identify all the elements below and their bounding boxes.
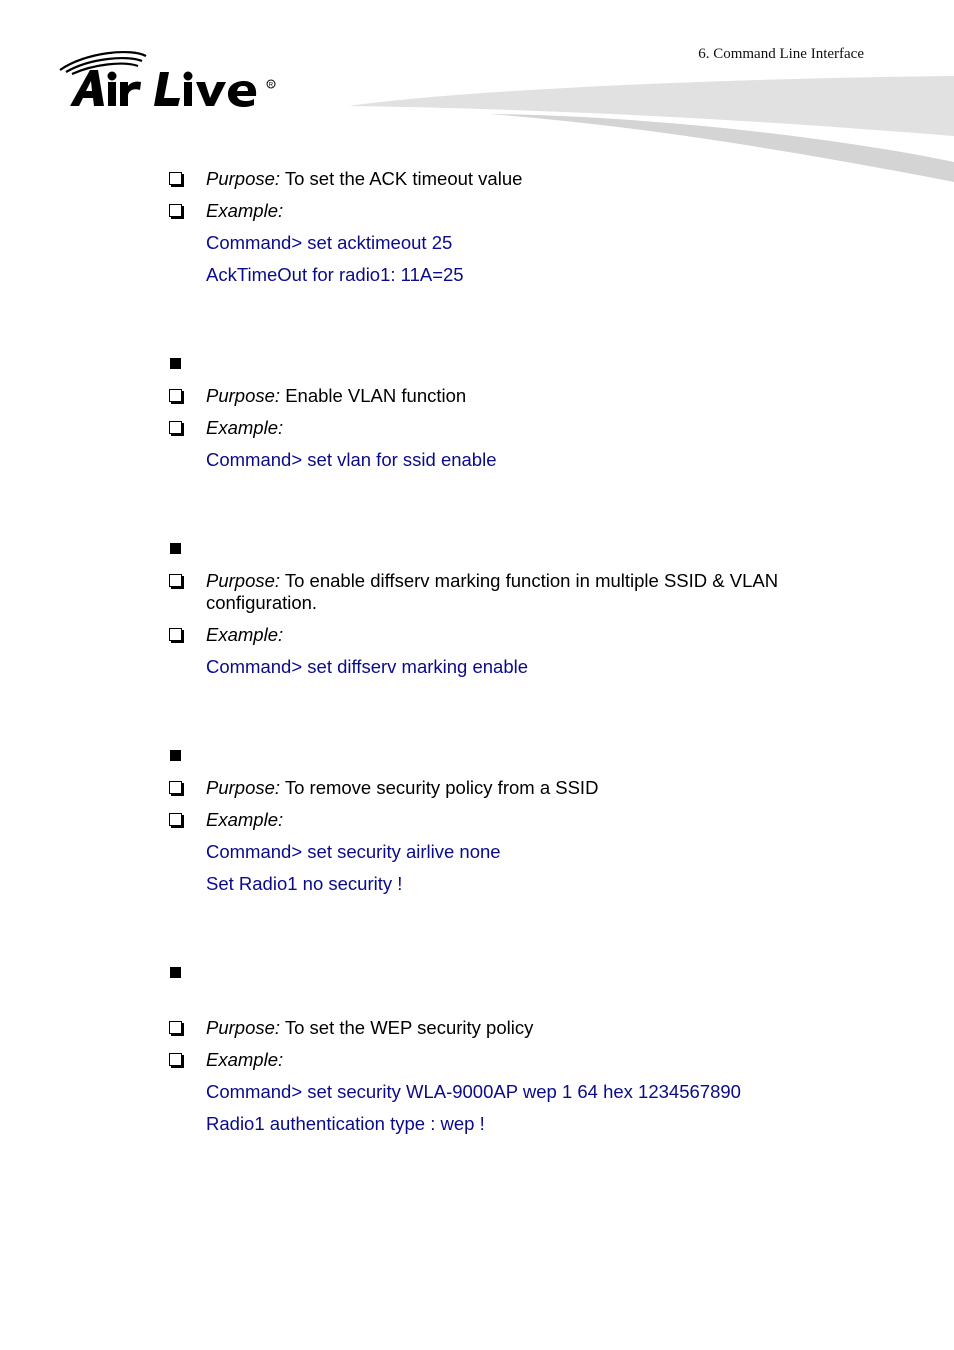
square-bullet-icon	[170, 750, 181, 761]
checkbox-bullet-icon	[169, 204, 182, 217]
command-line: Command> set vlan for ssid enable	[206, 449, 497, 470]
header-section-title: 6. Command Line Interface	[698, 46, 864, 62]
checkbox-bullet-icon	[169, 172, 182, 185]
checkbox-bullet-icon	[169, 1053, 182, 1066]
checkbox-bullet-icon	[169, 421, 182, 434]
command-output: Set Radio1 no security !	[206, 873, 403, 894]
section-heading-bullet	[168, 962, 848, 984]
example-line: Example:	[168, 809, 848, 831]
example-line: Example:	[168, 1049, 848, 1071]
purpose-line: Purpose: To set the WEP security policy	[168, 1017, 848, 1039]
svg-text:R: R	[268, 82, 274, 89]
checkbox-bullet-icon	[169, 628, 182, 641]
square-bullet-icon	[170, 543, 181, 554]
purpose-line: Purpose: To enable diffserv marking function in multiple SSID & VLAN configuration.	[168, 570, 848, 614]
section-heading-bullet	[168, 745, 848, 767]
document-body	[168, 168, 848, 1135]
checkbox-bullet-icon	[169, 781, 182, 794]
section-heading-bullet	[168, 353, 848, 375]
example-line: Example:	[168, 624, 848, 646]
command-line: Command> set security airlive none	[206, 841, 501, 862]
checkbox-bullet-icon	[169, 389, 182, 402]
example-line: Example:	[168, 200, 848, 222]
command-line: Command> set security WLA-9000AP wep 1 64 hex 1234567890	[206, 1081, 741, 1102]
command-line: Command> set acktimeout 25	[206, 232, 453, 253]
checkbox-bullet-icon	[169, 574, 182, 587]
purpose-line: Purpose: Enable VLAN function	[168, 385, 848, 407]
example-line: Example:	[168, 417, 848, 439]
square-bullet-icon	[170, 358, 181, 369]
section-heading-bullet	[168, 538, 848, 560]
purpose-line: Purpose: To remove security policy from a SSID	[168, 777, 848, 799]
command-output: Radio1 authentication type : wep !	[206, 1113, 485, 1134]
command-line: Command> set diffserv marking enable	[206, 656, 529, 677]
checkbox-bullet-icon	[169, 813, 182, 826]
airlive-logo	[56, 48, 286, 114]
checkbox-bullet-icon	[169, 1021, 182, 1034]
purpose-line: Purpose: To set the ACK timeout value	[168, 168, 848, 190]
square-bullet-icon	[170, 967, 181, 978]
command-output: AckTimeOut for radio1: 11A=25	[206, 264, 464, 285]
